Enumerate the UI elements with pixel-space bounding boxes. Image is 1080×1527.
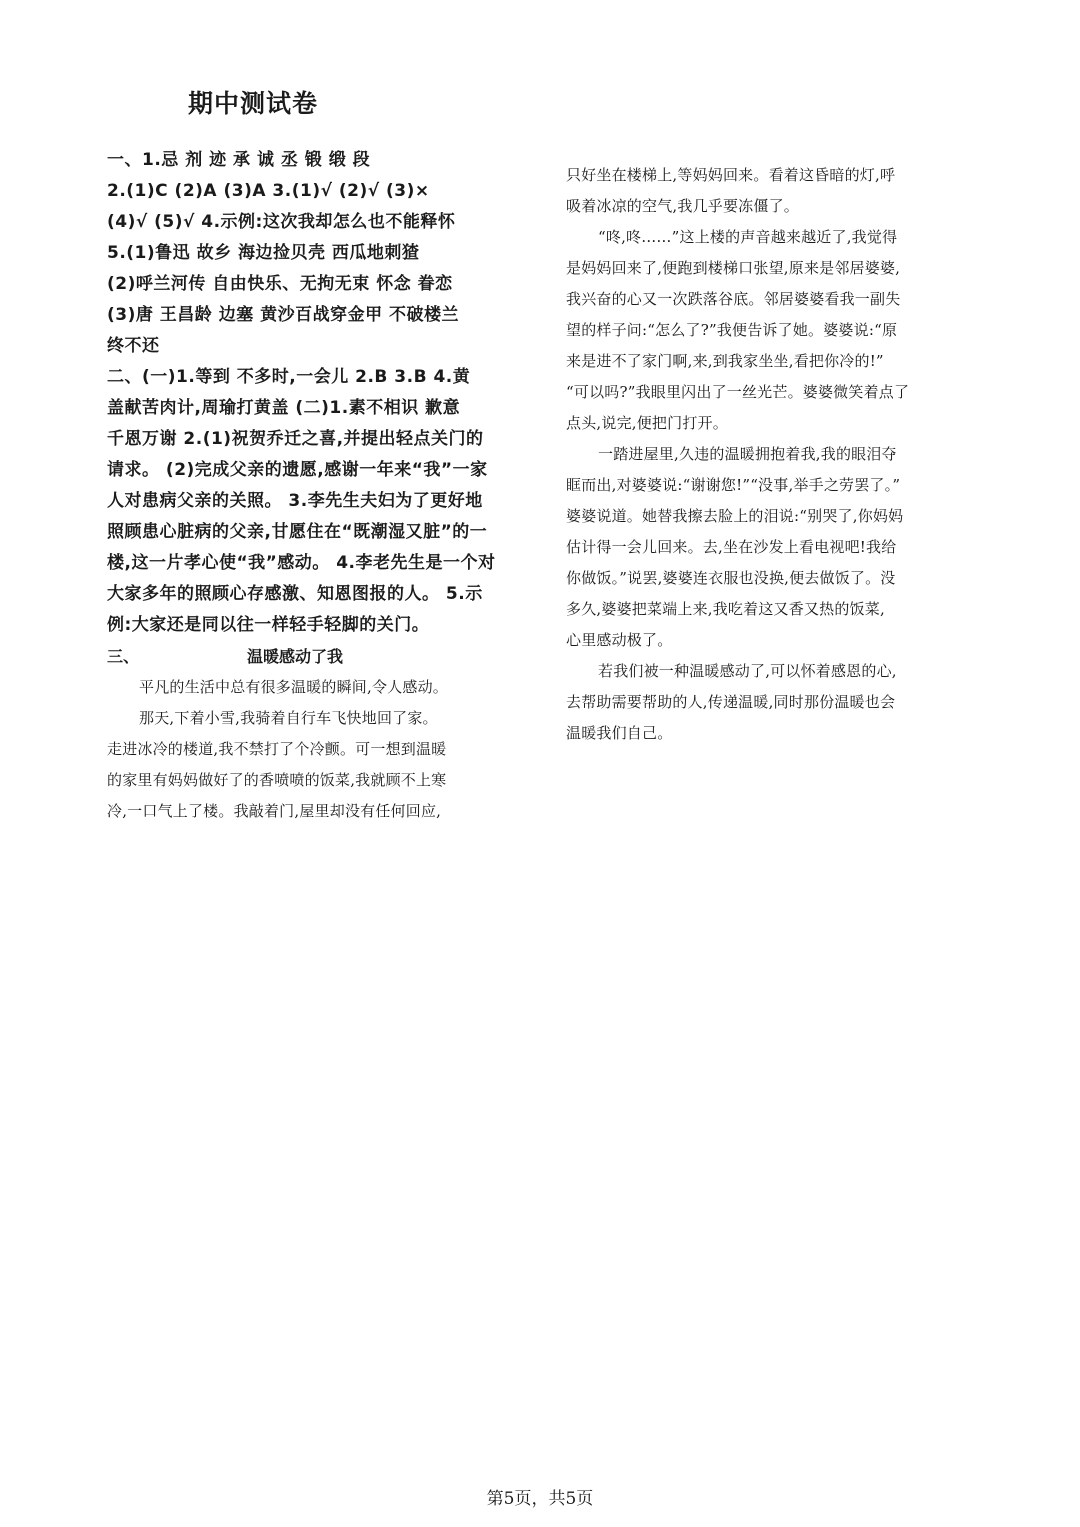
essay-line: 我兴奋的心又一次跌落谷底。邻居婆婆看我一副失 — [566, 290, 901, 308]
essay-line: 的家里有妈妈做好了的香喷喷的饭菜,我就顾不上寒 — [107, 771, 447, 789]
answer-line: 5.(1)鲁迅 故乡 海边捡贝壳 西瓜地刺猹 — [107, 243, 420, 263]
essay-line: 是妈妈回来了,便跑到楼梯口张望,原来是邻居婆婆, — [566, 259, 901, 277]
essay-line: 那天,下着小雪,我骑着自行车飞快地回了家。 — [139, 709, 438, 727]
answer-key — [107, 145, 507, 641]
answer-line: 人对患病父亲的关照。 3.李先生夫妇为了更好地 — [107, 491, 483, 511]
answer-line: 楼,这一片孝心使“我”感动。 4.李老先生是一个对 — [107, 553, 496, 573]
essay-body-left — [107, 672, 507, 827]
answer-line: 一、1.忌 剂 迹 承 诚 丞 锻 缎 段 — [107, 150, 371, 170]
essay-line: 去帮助需要帮助的人,传递温暖,同时那份温暖也会 — [566, 693, 896, 711]
essay-section-number: 三、 — [107, 647, 140, 666]
essay-line: 来是进不了家门啊,来,到我家坐坐,看把你冷的!” — [566, 352, 884, 370]
essay-line: 心里感动极了。 — [566, 631, 673, 649]
essay-line: 点头,说完,便把门打开。 — [566, 414, 728, 432]
essay-line: 估计得一会儿回来。去,坐在沙发上看电视吧!我给 — [566, 538, 897, 556]
essay-line: 温暖我们自己。 — [566, 724, 673, 742]
essay-title: 温暖感动了我 — [247, 647, 344, 666]
answer-line: 请求。 (2)完成父亲的遗愿,感谢一年来“我”一家 — [107, 460, 488, 480]
essay-line: 多久,婆婆把菜端上来,我吃着这又香又热的饭菜, — [566, 600, 885, 618]
right-column — [566, 160, 958, 749]
essay-line: 若我们被一种温暖感动了,可以怀着感恩的心, — [598, 662, 897, 680]
essay-line: “咚,咚……”这上楼的声音越来越近了,我觉得 — [598, 228, 898, 246]
essay-heading — [107, 641, 507, 672]
essay-line: “可以吗?”我眼里闪出了一丝光芒。婆婆微笑着点了 — [566, 383, 910, 401]
essay-line: 一踏进屋里,久违的温暖拥抱着我,我的眼泪夺 — [598, 445, 897, 463]
essay-line: 你做饭。”说罢,婆婆连衣服也没换,便去做饭了。没 — [566, 569, 896, 587]
essay-line: 只好坐在楼梯上,等妈妈回来。看着这昏暗的灯,呼 — [566, 166, 896, 184]
answer-line: 照顾患心脏病的父亲,甘愿住在“既潮湿又脏”的一 — [107, 522, 488, 542]
page-footer: 第5页，共5页 — [486, 1489, 594, 1509]
page-title: 期中测试卷 — [188, 89, 319, 118]
answer-line: 盖献苦肉计,周瑜打黄盖 (二)1.素不相识 歉意 — [107, 398, 461, 418]
answer-line: 大家多年的照顾心存感激、知恩图报的人。 5.示 — [107, 584, 483, 604]
answer-line: 终不还 — [107, 336, 160, 356]
essay-line: 吸着冰凉的空气,我几乎要冻僵了。 — [566, 197, 799, 215]
answer-line: 二、(一)1.等到 不多时,一会儿 2.B 3.B 4.黄 — [107, 367, 471, 387]
left-column — [107, 145, 507, 827]
answer-line: (2)呼兰河传 自由快乐、无拘无束 怀念 眷恋 — [107, 274, 453, 294]
essay-line: 冷,一口气上了楼。我敲着门,屋里却没有任何回应, — [107, 802, 442, 820]
essay-line: 走进冰冷的楼道,我不禁打了个冷颤。可一想到温暖 — [107, 740, 447, 758]
essay-line: 眶而出,对婆婆说:“谢谢您!”“没事,举手之劳罢了。” — [566, 476, 901, 494]
answer-line: (4)√ (5)√ 4.示例:这次我却怎么也不能释怀 — [107, 212, 456, 232]
essay-line: 平凡的生活中总有很多温暖的瞬间,令人感动。 — [139, 678, 448, 696]
answer-line: 千恩万谢 2.(1)祝贺乔迁之喜,并提出轻点关门的 — [107, 429, 484, 449]
essay-line: 望的样子问:“怎么了?”我便告诉了她。婆婆说:“原 — [566, 321, 898, 339]
essay-line: 婆婆说道。她替我擦去脸上的泪说:“别哭了,你妈妈 — [566, 507, 904, 525]
answer-line: 2.(1)C (2)A (3)A 3.(1)√ (2)√ (3)× — [107, 181, 430, 201]
answer-line: 例:大家还是同以往一样轻手轻脚的关门。 — [107, 615, 430, 635]
answer-line: (3)唐 王昌龄 边塞 黄沙百战穿金甲 不破楼兰 — [107, 305, 460, 325]
